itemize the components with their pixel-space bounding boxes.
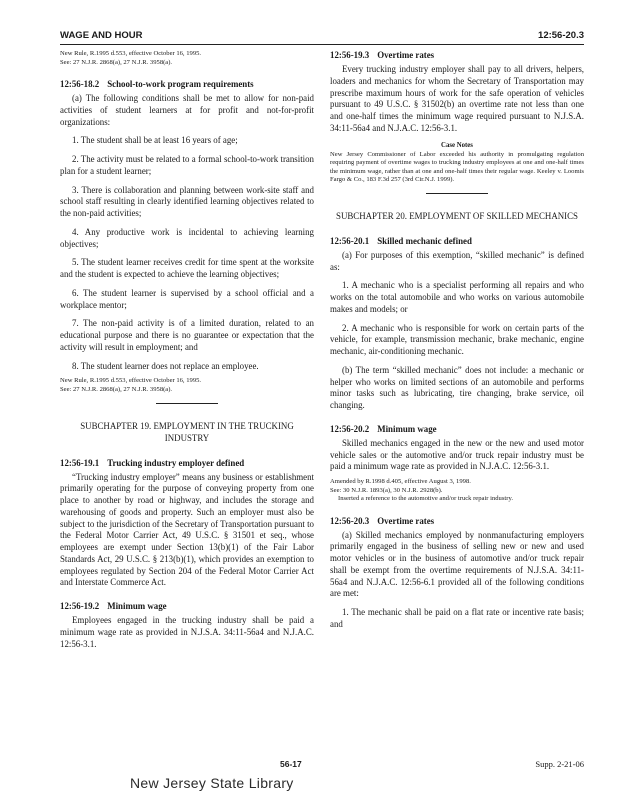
paragraph: (a) For purposes of this exemption, “skilled mechanic” is defined as: bbox=[330, 249, 584, 272]
section-title: Minimum wage bbox=[107, 601, 167, 612]
subchapter-heading: SUBCHAPTER 20. EMPLOYMENT OF SKILLED MECHANICS bbox=[336, 210, 578, 221]
subchapter-heading: SUBCHAPTER 19. EMPLOYMENT IN THE TRUCKING INDUSTRY bbox=[80, 420, 294, 443]
paragraph: Every trucking industry employer shall pay to all drivers, helpers, loaders and mechanics for whom the Secretary of Transportation may prescribe maximum hours of work for the safe operation of vehicles pursuant to 49 U.S.C. § 31502(b) an overtime rate not less than one and one-half times the minimum wage required pursuant to N.J.S.A. 34:11-56a4 and N.J.A.C. 12:56-3.1. bbox=[330, 64, 584, 133]
section-heading bbox=[330, 516, 584, 526]
paragraph: “Trucking industry employer” means any business or establishment primarily operating for the purpose of conveying property from one place to another by road or highway, and includes the storage and warehousing of goods and property. Such an employer must also be subject to the jurisdiction of the Secretary of Transportation pursuant to the Federal Motor Carrier Act, 49 U.S.C. § 31501 et seq., whose employees are exempt under Section 13(b)(1) of the Fair Labor Standards Act, 29 U.S.C. § 213(b)(1), which provides an exemption to employees regulated by Section 204 of the Federal Motor Carrier Act and Interstate Commerce Act. bbox=[60, 471, 314, 588]
history-note: New Rule, R.1995 d.553, effective October 16, 1995. bbox=[60, 377, 202, 385]
list-item: 1. A mechanic who is a specialist performing all repairs and who works on the total automobile and who works on various automobile makes and models; or bbox=[330, 280, 584, 314]
header-title: WAGE AND HOUR bbox=[60, 30, 143, 41]
section-title: School-to-work program requirements bbox=[107, 79, 254, 90]
history-note: New Rule, R.1995 d.553, effective October 16, 1995. bbox=[60, 50, 202, 57]
section-title: Overtime rates bbox=[377, 515, 435, 526]
list-item: 4. Any productive work is incidental to achieving learning objectives; bbox=[60, 226, 314, 249]
supplement-date: Supp. 2-21-06 bbox=[535, 759, 584, 769]
section-number: 12:56-20.2 bbox=[330, 423, 370, 434]
history-note: See: 27 N.J.R. 2868(a), 27 N.J.R. 3958(a). bbox=[60, 385, 173, 393]
divider bbox=[156, 403, 218, 404]
paragraph: (b) The term “skilled mechanic” does not include: a mechanic or helper who works on limited sections of an automobile and performs minor tasks such as lubricating, tire changing, brake service, oil changing. bbox=[330, 364, 584, 411]
section-title: Minimum wage bbox=[377, 423, 437, 434]
list-item: 2. The activity must be related to a formal school-to-work transition plan for a student learner; bbox=[60, 154, 314, 176]
section-heading bbox=[330, 50, 584, 60]
list-item: 2. A mechanic who is responsible for work on certain parts of the vehicle, for example, transmission mechanic, brake mechanic, engine mechanic, air-conditioning mechanic. bbox=[330, 322, 584, 357]
section-number: 12:56-20.1 bbox=[330, 235, 370, 246]
section-title: Skilled mechanic defined bbox=[377, 235, 472, 246]
header-section: 12:56-20.3 bbox=[538, 30, 584, 41]
section-number: 12:56-18.2 bbox=[60, 79, 100, 90]
section-title: Trucking industry employer defined bbox=[107, 457, 245, 468]
section-number: 12:56-19.3 bbox=[330, 50, 370, 60]
paragraph: Skilled mechanics engaged in the new or the new and used motor vehicle sales or the automotive and/or truck repair industry must be paid a minimum wage rate as provided in N.J.A.C. 12:56-3.1. bbox=[330, 437, 584, 472]
left-column bbox=[60, 50, 314, 650]
list-item: 8. The student learner does not replace an employee. bbox=[72, 360, 259, 371]
running-header bbox=[60, 30, 584, 44]
history-note: Inserted a reference to the automotive and/or truck repair industry. bbox=[338, 495, 513, 503]
section-heading bbox=[330, 424, 584, 434]
list-item: 7. The non-paid activity is of a limited duration, related to an educational purpose and there is no guarantee or expectation that the activity will result in employment; and bbox=[60, 318, 314, 352]
section-number: 12:56-19.2 bbox=[60, 601, 100, 612]
section-heading bbox=[60, 458, 314, 468]
section-number: 12:56-20.3 bbox=[330, 515, 370, 526]
list-item: 1. The mechanic shall be paid on a flat rate or incentive rate basis; and bbox=[330, 607, 584, 629]
list-item: 5. The student learner receives credit for time spent at the worksite and the student is expected to achieve the learning objectives; bbox=[60, 257, 314, 280]
paragraph: Employees engaged in the trucking industry shall be paid a minimum wage rate as provided in N.J.S.A. 34:11-56a4 and N.J.A.C. 12:56-3.1. bbox=[60, 615, 314, 649]
history-note: See: 27 N.J.R. 2868(a), 27 N.J.R. 3958(a). bbox=[60, 58, 173, 66]
section-heading bbox=[330, 236, 584, 246]
section-number: 12:56-19.1 bbox=[60, 457, 100, 468]
paragraph: (a) Skilled mechanics employed by nonmanufacturing employers primarily engaged in the business of selling new or new and used motor vehicles or in the business of automotive and/or truck repair shall be exempt from the overtime requirements of N.J.S.A. 34:11-56a4 and N.J.A.C. 12:56-6.1 provided all of the following conditions are met: bbox=[330, 529, 584, 599]
section-heading bbox=[60, 601, 314, 611]
list-item: 6. The student learner is supervised by a school official and a workplace mentor; bbox=[60, 287, 314, 310]
header-rule bbox=[60, 44, 584, 45]
library-stamp: New Jersey State Library bbox=[130, 775, 294, 791]
list-item: 1. The student shall be at least 16 years of age; bbox=[72, 135, 238, 146]
history-note: See: 30 N.J.R. 1893(a), 30 N.J.R. 2928(b). bbox=[330, 486, 443, 494]
section-heading bbox=[60, 79, 314, 89]
case-notes-heading: Case Notes bbox=[441, 141, 473, 149]
right-column bbox=[330, 50, 584, 631]
section-title: Overtime rates bbox=[377, 50, 435, 60]
list-item: 3. There is collaboration and planning between work-site staff and school staff resulting in clearly identified learning objectives related to the non-paid activities; bbox=[60, 184, 314, 219]
case-note: New Jersey Commissioner of Labor exceeded his authority in promulgating regulation requiring payment of overtime wages to trucking industry employees at one and one-half times the minimum wage, rather than at one and one-half times their regular wage. Keeley v. Loomis Fargo & Co., 183 F.3d 257 (3rd Cir.N.J. 1999). bbox=[330, 150, 584, 184]
divider bbox=[426, 193, 488, 194]
page-number: 56-17 bbox=[280, 759, 302, 769]
paragraph: (a) The following conditions shall be met to allow for non-paid activities of student learners at for profit and not-for-profit organizations: bbox=[60, 93, 314, 127]
history-note: Amended by R.1998 d.405, effective August 3, 1998. bbox=[330, 478, 471, 486]
